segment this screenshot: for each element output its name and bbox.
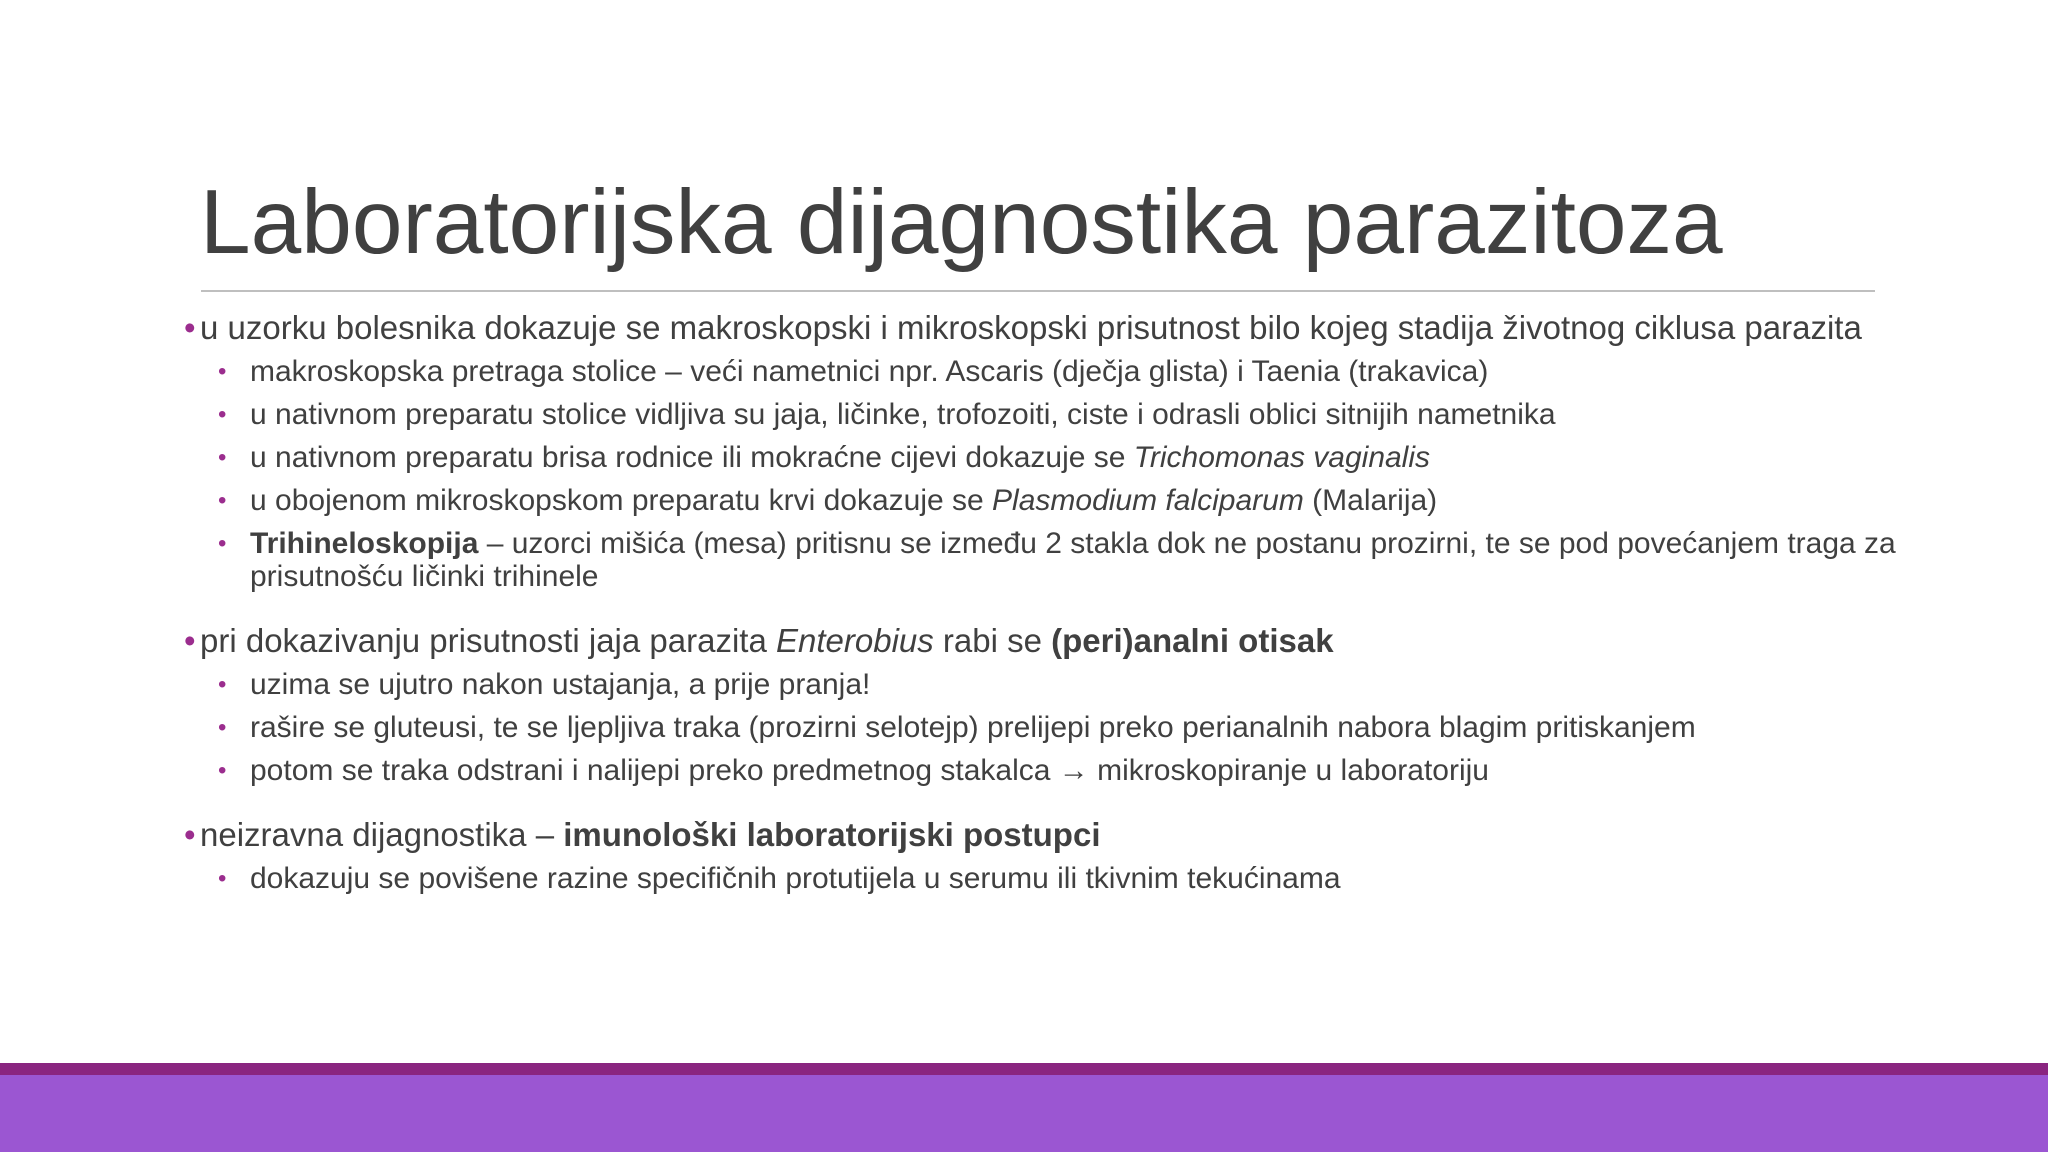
bullet-dot-icon: • <box>218 358 227 385</box>
bullet-dot-icon: • <box>184 816 196 853</box>
bullet-dot-icon: • <box>184 622 196 659</box>
species-name: Enterobius <box>775 622 934 659</box>
bullet-2-sub-1-text: uzima se ujutro nakon ustajanja, a prije pranja! <box>250 668 871 701</box>
bullet-2-sub-3-suffix: mikroskopiranje u laboratoriju <box>1088 754 1489 787</box>
species-name: Plasmodium falciparum <box>992 484 1304 517</box>
bullet-1-sub-2-text: u nativnom preparatu stolice vidljiva su jaja, ličinke, trofozoiti, ciste i odrasli oblici sitnijih nametnika <box>250 398 1556 431</box>
bullet-dot-icon: • <box>218 530 227 557</box>
bullet-2-sub-1 <box>184 668 2004 701</box>
arrow-right-icon: → <box>1058 754 1089 787</box>
bullet-1-sub-5 <box>184 527 2004 593</box>
bullet-1-text: u uzorku bolesnika dokazuje se makroskopski i mikroskopski prisutnost bilo kojeg stadija životnog ciklusa parazita <box>200 309 1862 346</box>
slide-content <box>184 310 2004 895</box>
bullet-dot-icon: • <box>184 309 196 346</box>
bullet-2-sub-3 <box>184 754 2004 787</box>
bullet-2 <box>184 623 2004 658</box>
bullet-2-sub-2 <box>184 711 2004 744</box>
bullet-1-sub-4 <box>184 484 2004 517</box>
bullet-1-sub-1 <box>184 355 2004 388</box>
bullet-1-sub-1-text: makroskopska pretraga stolice – veći nametnici npr. Ascaris (dječja glista) i Taenia (trakavica) <box>250 355 1489 388</box>
bullet-dot-icon: • <box>218 671 227 698</box>
bullet-2-sub-3-text: potom se traka odstrani i nalijepi preko predmetnog stakalca <box>250 754 1059 787</box>
bullet-dot-icon: • <box>218 757 227 784</box>
bullet-dot-icon: • <box>218 444 227 471</box>
bullet-1-sub-4-text: u obojenom mikroskopskom preparatu krvi dokazuje se <box>250 484 993 517</box>
slide-title: Laboratorijska dijagnostika parazitoza <box>200 172 1723 273</box>
bullet-dot-icon: • <box>218 487 227 514</box>
term-bold: (peri)analni otisak <box>1051 622 1334 659</box>
footer-accent-bar <box>0 1063 2048 1075</box>
title-divider <box>201 290 1875 292</box>
bullet-1-sub-3-text: u nativnom preparatu brisa rodnice ili mokraćne cijevi dokazuje se <box>250 441 1134 474</box>
bullet-2-text: pri dokazivanju prisutnosti jaja parazita <box>200 622 776 659</box>
species-name: Trichomonas vaginalis <box>1133 441 1431 474</box>
term-bold: imunološki laboratorijski postupci <box>563 816 1101 853</box>
bullet-1-sub-5-text: – uzorci mišića (mesa) pritisnu se između 2 stakla dok ne postanu prozirni, te se pod povećanjem traga za prisutnošću ličinki trihinele <box>250 527 1896 593</box>
bullet-1 <box>184 310 2004 345</box>
bullet-3-sub-1 <box>184 862 2004 895</box>
bullet-3 <box>184 817 2004 852</box>
bullet-2-sub-2-text: rašire se gluteusi, te se ljepljiva traka (prozirni selotejp) prelijepi preko perianalnih nabora blagim pritiskanjem <box>250 711 1696 744</box>
bullet-1-sub-3 <box>184 441 2004 474</box>
bullet-dot-icon: • <box>218 865 227 892</box>
bullet-3-text: neizravna dijagnostika – <box>200 816 564 853</box>
bullet-dot-icon: • <box>218 714 227 741</box>
bullet-3-sub-1-text: dokazuju se povišene razine specifičnih protutijela u serumu ili tkivnim tekućinama <box>250 862 1341 895</box>
bullet-2-mid: rabi se <box>933 622 1052 659</box>
bullet-1-sub-2 <box>184 398 2004 431</box>
term-bold: Trihineloskopija <box>250 527 479 560</box>
bullet-dot-icon: • <box>218 401 227 428</box>
footer-bar <box>0 1075 2048 1152</box>
bullet-1-sub-4-suffix: (Malarija) <box>1303 484 1438 517</box>
